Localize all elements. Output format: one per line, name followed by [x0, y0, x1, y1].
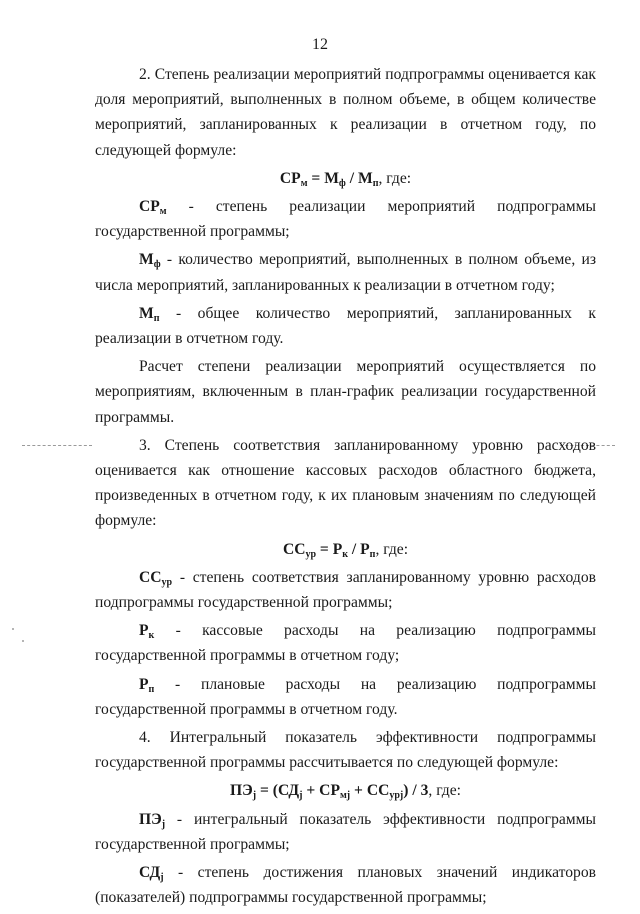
definition-pe: $ПЭ_j$ - интегральный показатель эффективности подпрограммы государственной программы; — [95, 810, 596, 853]
scan-artifact-dot — [12, 628, 14, 630]
scan-artifact-line — [22, 445, 92, 447]
definition-sd: $СД_j$ - степень достижения плановых значений индикаторов (показателей) подпрограммы государственной программы; — [95, 864, 596, 907]
paragraph-3: 3. Степень соответствия запланированному уровню расходов оценивается как отношение кассовых расходов областного бюджета, произведенных в отчетном году, к их плановым значениям по следующей формуле: — [95, 436, 596, 530]
paragraph-calc: Расчет степени реализации мероприятий осуществляется по мероприятиям, включенным в план-график реализации государственной программы. — [95, 358, 596, 426]
definition-rk: $Р_к$ - кассовые расходы на реализацию подпрограммы государственной программы в отчетном году; — [95, 622, 596, 665]
paragraph-2: 2. Степень реализации мероприятий подпрограммы оценивается как доля мероприятий, выполненных в полном объеме, в общем количестве мероприятий, запланированных к реализации в отчетном году, по следующей формуле: — [95, 66, 596, 159]
page-number: 12 — [312, 36, 328, 53]
definition-mf: $М_ф$ - количество мероприятий, выполненных в полном объеме, из числа мероприятий, запланированных к реализации в отчетном году; — [95, 251, 596, 294]
paragraph-4: 4. Интегральный показатель эффективности подпрограммы государственной программы рассчитывается по следующей формуле: — [95, 729, 596, 772]
formula-ss: $СС_{ур} = Р_к / Р_п$, где: — [282, 540, 409, 560]
definition-ss: $СС_{ур}$ - степень соответствия запланированному уровню расходов подпрограммы государственной программы; — [95, 568, 596, 612]
definition-sr: $СР_м$ - степень реализации мероприятий подпрограммы государственной программы; — [95, 198, 596, 241]
definition-mp: $М_п$ - общее количество мероприятий, запланированных к реализации в отчетном году. — [95, 304, 596, 348]
formula-sr: $СР_м = М_ф / М_п$, где: — [279, 169, 412, 189]
document-body — [95, 62, 596, 914]
scan-artifact-dot — [22, 640, 24, 642]
formula-pe: $ПЭ_j = (СД_j + СР_{мj} + СС_{урj}) / 3$, где: — [230, 782, 461, 802]
definition-rp: $Р_п$ - плановые расходы на реализацию подпрограммы государственной программы в отчетном году. — [95, 675, 596, 718]
